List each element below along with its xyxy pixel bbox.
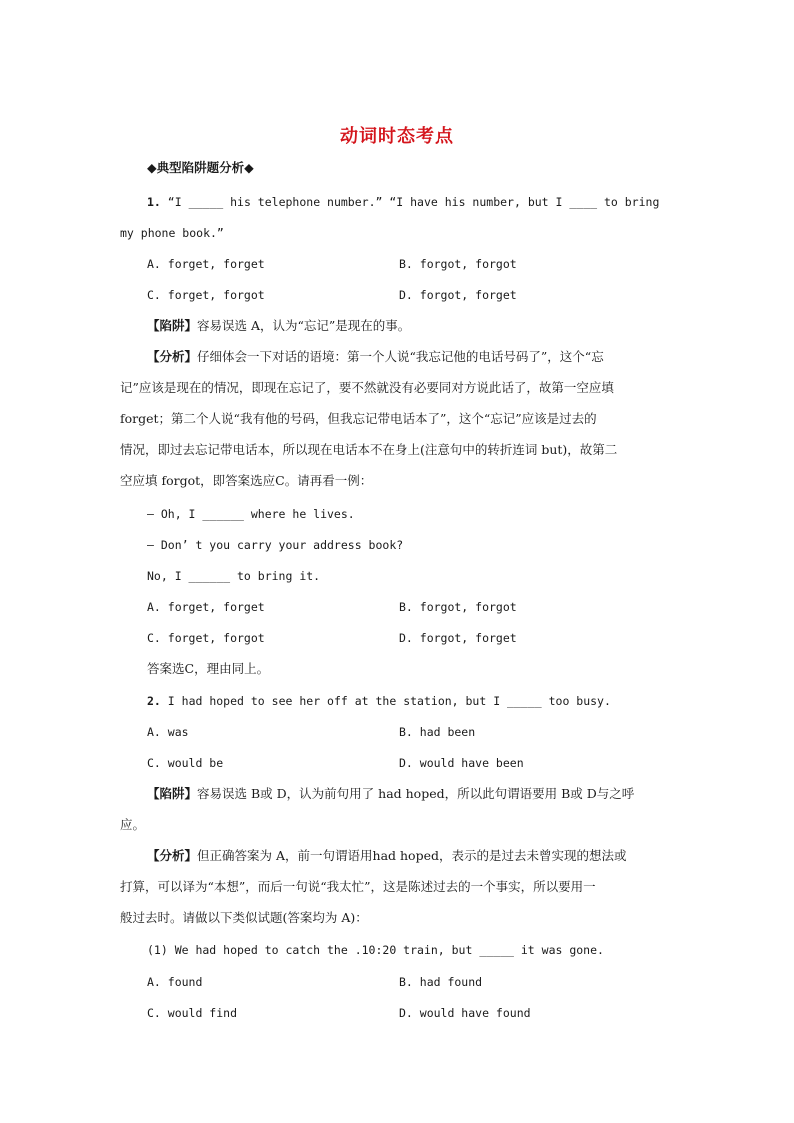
q1-option-b: B. forgot, forgot: [399, 257, 517, 271]
example-line2: — Don’ t you carry your address book?: [147, 538, 404, 552]
q2-trap-line2: 应。: [120, 817, 146, 832]
q2-trap-line1: [147, 784, 707, 804]
example-line1: — Oh, I ______ where he lives.: [147, 507, 355, 521]
q2-option-a: A. was: [147, 725, 189, 739]
page-title: 动词时态考点: [340, 126, 454, 147]
analysis-label: 【分析】: [147, 848, 198, 863]
trap-label: 【陷阱】: [147, 318, 198, 333]
q1-analysis-line1: [147, 347, 707, 367]
example-option-a: A. forget, forget: [147, 600, 265, 614]
analysis-text: 仔细体会一下对话的语境：第一个人说“我忘记他的电话号码了”，这个“忘: [197, 349, 604, 364]
sub1-stem: (1) We had hoped to catch the .10:20 train, but _____ it was gone.: [147, 943, 604, 957]
q1-number: 1.: [147, 195, 161, 209]
q2-stem: [147, 691, 707, 711]
q2-number: 2.: [147, 694, 161, 708]
section-heading: ◆典型陷阱题分析◆: [147, 160, 254, 175]
sub1-option-c: C. would find: [147, 1006, 238, 1020]
q1-stem-line2: my phone book.”: [120, 226, 224, 240]
q2-analysis-line3: 般过去时。请做以下类似试题(答案均为 A)：: [120, 910, 368, 925]
sub1-option-d: D. would have found: [399, 1006, 531, 1020]
q2-analysis-line2: 打算，可以译为“本想”，而后一句说“我太忙”，这是陈述过去的一个事实，所以要用一: [120, 879, 596, 894]
q1-trap: [147, 316, 707, 336]
q1-stem-text: “I _____ his telephone number.” “I have his number, but I ____ to bring: [167, 195, 660, 209]
example-option-b: B. forgot, forgot: [399, 600, 517, 614]
sub1-option-a: A. found: [147, 975, 203, 989]
trap-label: 【陷阱】: [147, 786, 198, 801]
sub1-option-b: B. had found: [399, 975, 483, 989]
example-option-c: C. forget, forgot: [147, 631, 265, 645]
analysis-label: 【分析】: [147, 349, 198, 364]
example-option-d: D. forgot, forget: [399, 631, 517, 645]
q1-option-a: A. forget, forget: [147, 257, 265, 271]
example-line3: No, I ______ to bring it.: [147, 569, 321, 583]
example-answer: 答案选C，理由同上。: [147, 661, 270, 676]
q1-option-c: C. forget, forgot: [147, 288, 265, 302]
q1-analysis-line4: 情况，即过去忘记带电话本，所以现在电话本不在身上(注意句中的转折连词 but)，故第二: [120, 442, 618, 457]
analysis-text: 但正确答案为 A，前一句谓语用had hoped，表示的是过去未曾实现的想法或: [197, 848, 627, 863]
q1-option-d: D. forgot, forget: [399, 288, 517, 302]
q1-analysis-line5: 空应填 forgot，即答案选应C。请再看一例：: [120, 473, 373, 488]
trap-text: 容易误选 A，认为“忘记”是现在的事。: [197, 318, 411, 333]
q1-analysis-line2: 记”应该是现在的情况，即现在忘记了，要不然就没有必要同对方说此话了，故第一空应填: [120, 380, 614, 395]
q2-option-d: D. would have been: [399, 756, 524, 770]
q1-analysis-line3: forget；第二个人说“我有他的号码，但我忘记带电话本了”，这个“忘记”应该是过去的: [120, 411, 597, 426]
q2-stem-text: I had hoped to see her off at the station, but I _____ too busy.: [167, 694, 611, 708]
q2-option-b: B. had been: [399, 725, 476, 739]
trap-text: 容易误选 B或 D，认为前句用了 had hoped，所以此句谓语要用 B或 D与之呼: [197, 786, 635, 801]
q2-option-c: C. would be: [147, 756, 224, 770]
q1-stem-line1: [147, 192, 707, 212]
q2-analysis-line1: [147, 846, 707, 866]
